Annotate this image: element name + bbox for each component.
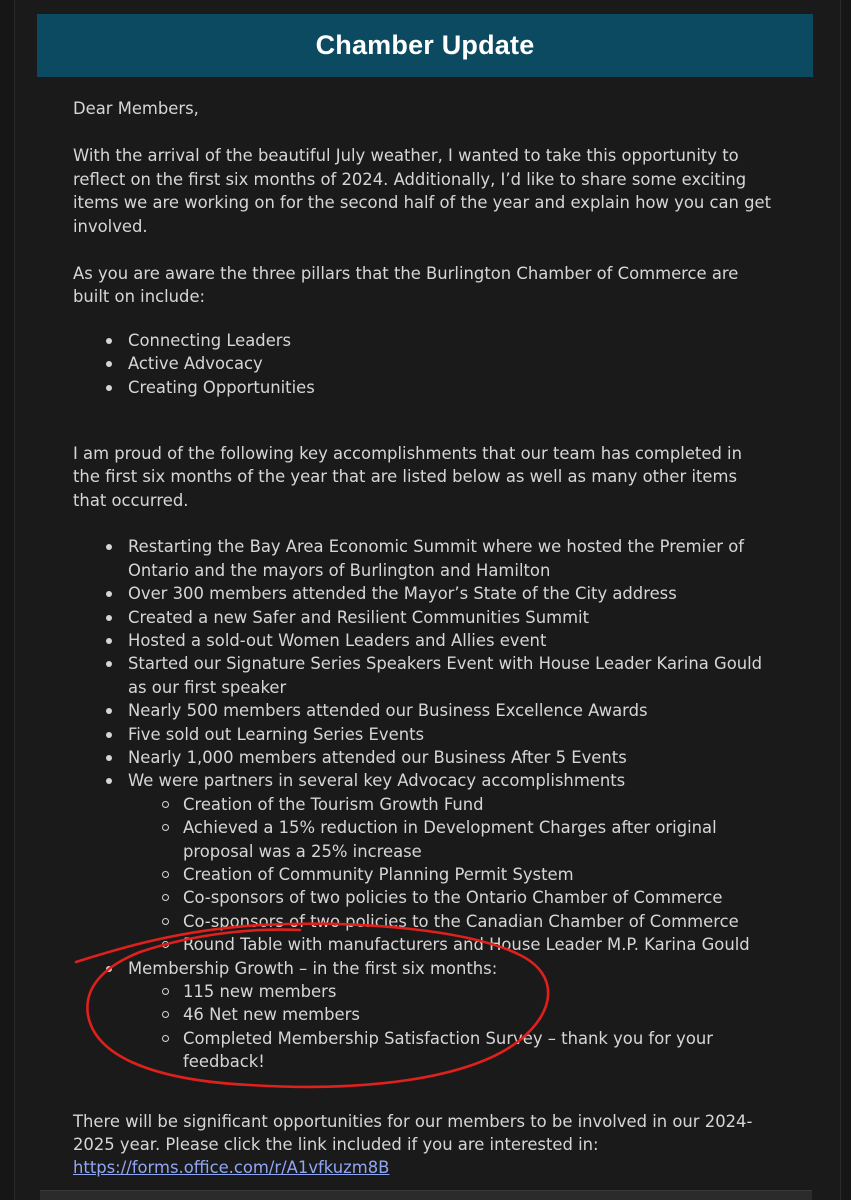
list-item: Creating Opportunities — [73, 376, 773, 399]
list-item: Nearly 500 members attended our Business Excellence Awards — [73, 699, 773, 722]
pillars-list — [73, 329, 773, 399]
advocacy-sublist — [128, 793, 773, 957]
chamber-update-header — [37, 14, 813, 77]
list-item: Active Advocacy — [73, 352, 773, 375]
closing-paragraph — [73, 1110, 773, 1180]
sub-list-item: Creation of Community Planning Permit System — [128, 863, 773, 886]
list-item: Five sold out Learning Series Events — [73, 723, 773, 746]
letter-body — [73, 97, 773, 1180]
accomplishments-list — [73, 535, 773, 1073]
intro-paragraph: With the arrival of the beautiful July weather, I wanted to take this opportunity to reflect on the first six months of 2024. Additionally, I’d like to share some exciting items we are working on for the second half of the year and explain how you can get involved. — [73, 146, 772, 236]
list-item: Started our Signature Series Speakers Event with House Leader Karina Gould as our first speaker — [73, 652, 773, 699]
list-item: Nearly 1,000 members attended our Business After 5 Events — [73, 746, 773, 769]
bottom-bar — [40, 1190, 812, 1200]
greeting: Dear Members, — [73, 99, 199, 118]
list-item: Hosted a sold-out Women Leaders and Allies event — [73, 629, 773, 652]
sub-list-item: Co-sponsors of two policies to the Canadian Chamber of Commerce — [128, 910, 773, 933]
advocacy-list-item — [73, 769, 773, 956]
survey-link[interactable]: https://forms.office.com/r/A1vfkuzm8B — [73, 1158, 390, 1178]
sub-list-item: Co-sponsors of two policies to the Ontario Chamber of Commerce — [128, 886, 773, 909]
closing-text: There will be significant opportunities for our members to be involved in our 2024-2025 year. Please click the link included if you are interested in: — [73, 1111, 753, 1155]
membership-sublist — [128, 980, 773, 1074]
accomplishments-intro-paragraph: I am proud of the following key accomplishments that our team has completed in the first six months of the year that are listed below as well as many other items that occurred. — [73, 444, 742, 510]
list-item: Connecting Leaders — [73, 329, 773, 352]
advocacy-heading: We were partners in several key Advocacy accomplishments — [128, 771, 626, 791]
sub-list-item: Round Table with manufacturers and House Leader M.P. Karina Gould — [128, 933, 773, 956]
sub-list-item: Completed Membership Satisfaction Survey – thank you for your feedback! — [128, 1027, 773, 1074]
sub-list-item: Achieved a 15% reduction in Development Charges after original proposal was a 25% increase — [128, 816, 773, 863]
list-item: Over 300 members attended the Mayor’s State of the City address — [73, 582, 773, 605]
membership-list-item — [73, 957, 773, 1074]
sub-list-item: Creation of the Tourism Growth Fund — [128, 793, 773, 816]
list-item: Created a new Safer and Resilient Communities Summit — [73, 606, 773, 629]
list-item: Restarting the Bay Area Economic Summit where we hosted the Premier of Ontario and the mayors of Burlington and Hamilton — [73, 535, 773, 582]
sub-list-item: 115 new members — [128, 980, 773, 1003]
page-title: Chamber Update — [315, 30, 535, 60]
sub-list-item: 46 Net new members — [128, 1003, 773, 1026]
membership-heading: Membership Growth – in the first six months: — [128, 958, 498, 978]
pillars-intro-paragraph: As you are aware the three pillars that the Burlington Chamber of Commerce are built on include: — [73, 264, 739, 307]
